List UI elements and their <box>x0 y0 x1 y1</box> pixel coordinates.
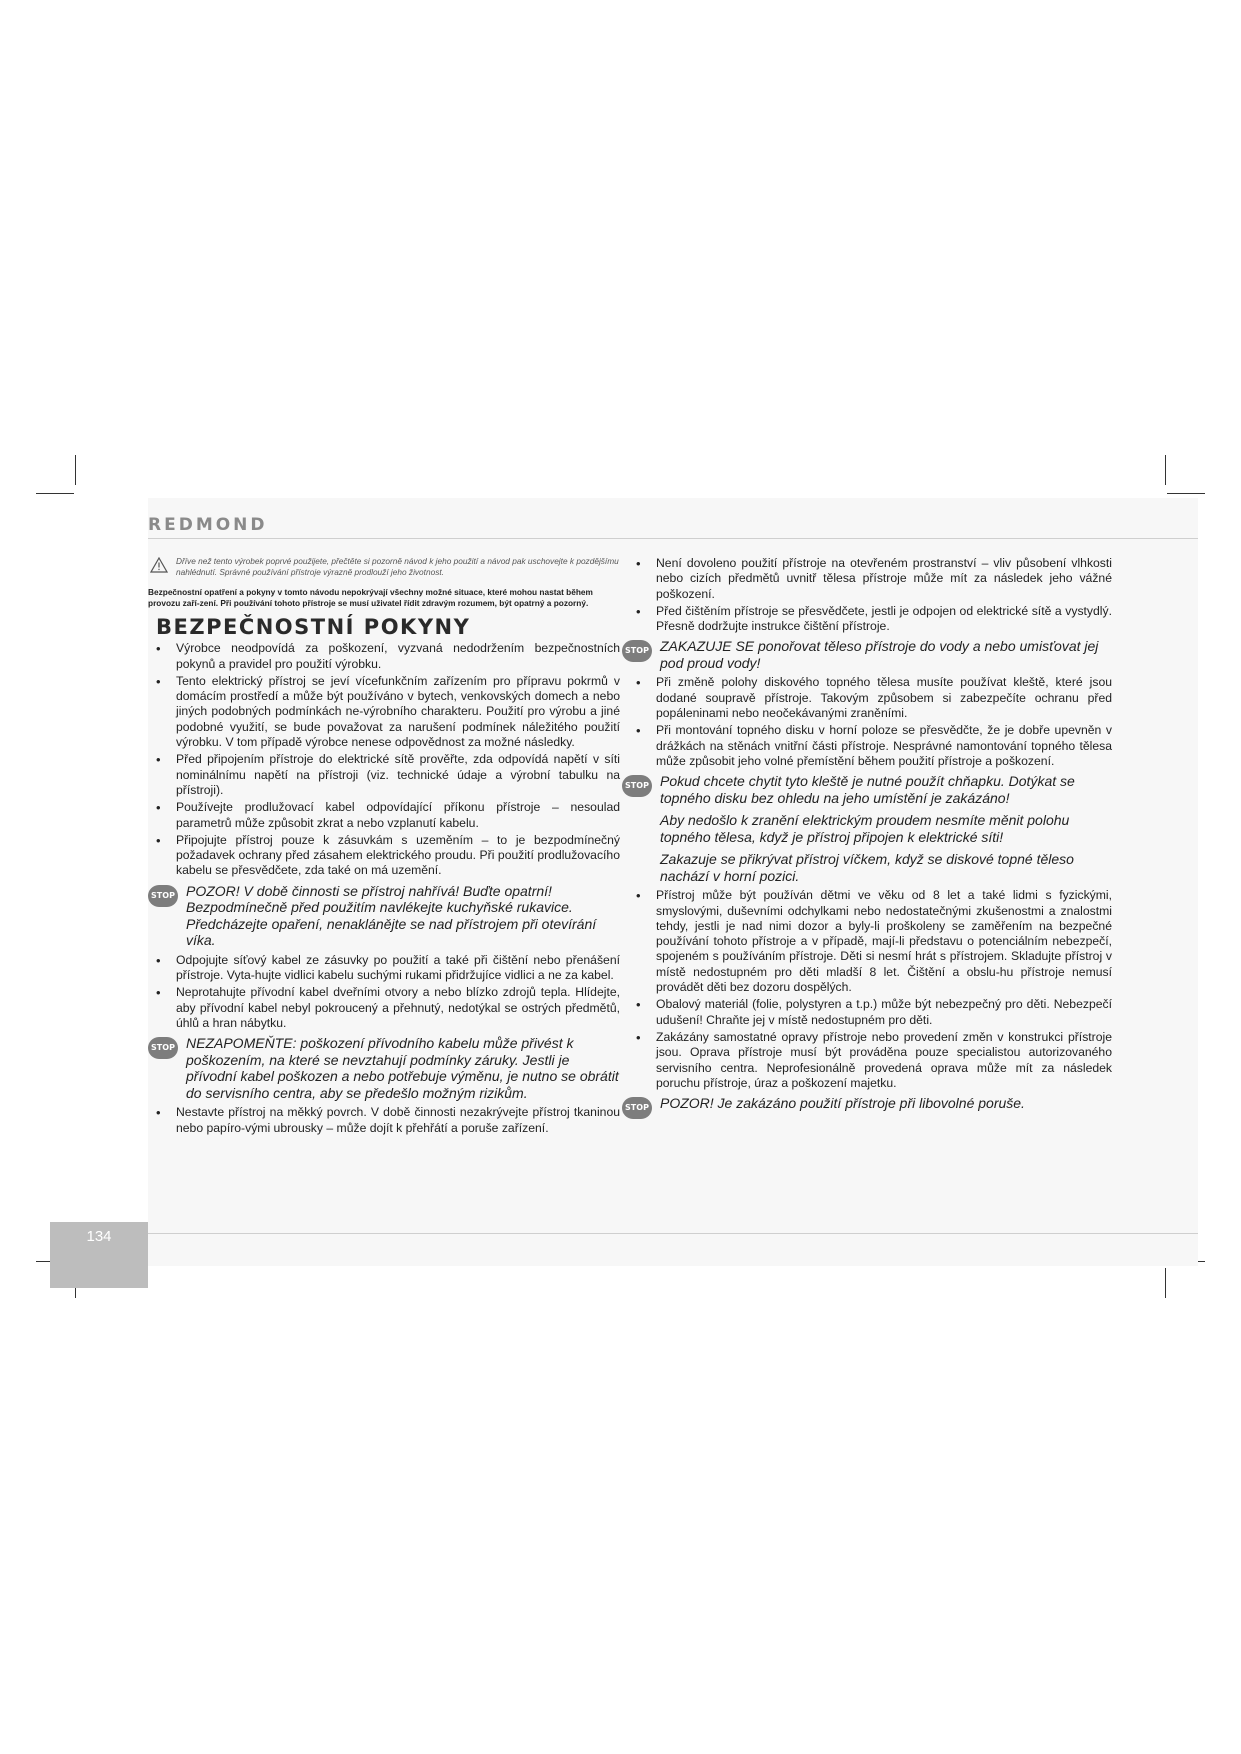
brand-logo: REDMOND <box>148 515 268 535</box>
page-number: 134 <box>86 1228 112 1245</box>
crop-mark-top-right-v <box>1165 455 1166 485</box>
notice-bold-text: Bezpečnostní opatření a pokyny v tomto návodu nepokrývají všechny možné situace, které mohou nastat během provozu zaří-zení. Při používání tohoto přístroje se musí uživatel řídit zdravým rozumem, být opatrný a pozorný. <box>148 587 593 608</box>
stop-warning-text: Aby nedošlo k zranění elektrickým proudem nesmíte měnit polohu topného tělesa, když je přístroj připojen k elektrické síti! <box>660 812 1070 845</box>
bullet-item: • Přístroj může být používán dětmi ve věku od 8 let a také lidmi s fyzickými, smyslovými, duševními odchylkami nebo nedostatečnými zkušenostmi a znalostmi tehdy, jestli je nad nimi dozor a byly-li proškoleny se zaměřením na bezpečné používání tohoto přístroje a v případě, mají-li představu o potenciálním nebezpečí, spojeném s používáním přístroje. Děti si nesmí hrát s přístrojem. Skladujte přístroj v místě nedostupném pro děti mladší 8 let. Čištění a obslu-hu přístroje nemusí provádět děti bez dozoru dospělých. <box>622 888 1112 995</box>
bullet-item: • Připojujte přístroj pouze k zásuvkám s uzeměním – to je bezpodmínečný požadavek ochrany před zásahem elektrického proudu. Při použití prodlužovacího kabelu se přesvědčete, zda také on má uzemění. <box>148 833 620 879</box>
crop-mark-top-left-h <box>36 493 74 494</box>
crop-mark-top-right-h <box>1167 493 1205 494</box>
crop-mark-bottom-right-v <box>1165 1268 1166 1298</box>
stop-warning <box>622 1095 1112 1112</box>
stop-warning-text: ZAKAZUJE SE ponořovat těleso přístroje do vody a nebo umisťovat jej pod proud vody! <box>660 638 1099 671</box>
bullet-item: • Není dovoleno použití přístroje na otevřeném prostranství – vliv působení vlhkosti nebo cizích předmětů uvnitř tělesa přístroje může mít za následek jeho vážné poškození. <box>622 556 1112 602</box>
stop-icon: STOP <box>622 775 652 797</box>
stop-warning-text: Pokud chcete chytit tyto kleště je nutné použít chňapku. Dotýkat se topného disku bez ohledu na jeho umístění je zakázáno! <box>660 773 1075 806</box>
stop-icon: STOP <box>622 1097 652 1119</box>
bullet-item: • Při montování topného disku v horní poloze se přesvědčte, že je dobře upevněn v drážkách na stěnách vnitřní části přístroje. Nesprávné namontování topného tělesa může způsobit jeho volné přemístění během použití přístroje a poškození. <box>622 723 1112 769</box>
stop-warning-text: POZOR! V době činnosti se přístroj nahřívá! Buďte opatrní! Bezpodmínečně před použitím navlékejte kuchyňské rukavice. Předcházejte opaření, nenaklánějte se nad přístrojem při otevírání víka. <box>186 882 597 949</box>
warning-triangle-icon <box>150 557 168 573</box>
header-rule <box>148 538 1198 539</box>
stop-warning <box>148 1035 620 1101</box>
crop-mark-top-left-v <box>75 455 76 485</box>
left-column <box>148 556 620 1138</box>
stop-icon: STOP <box>148 885 178 907</box>
bullet-item: • Obalový materiál (folie, polystyren a t.p.) může být nebezpečný pro děti. Nebezpečí udušení! Chraňte jej v místě nedostupném pro děti. <box>622 997 1112 1028</box>
stop-icon: STOP <box>622 640 652 662</box>
bullet-item: • Neprotahujte přívodní kabel dveřními otvory a nebo blízko zdrojů tepla. Hlídejte, aby přívodní kabel nebyl pokroucený a přehnutý, nedotýkal se ostrých předmětů, úhlů a hran nábytku. <box>148 985 620 1031</box>
stop-warning-text: Zakazuje se přikrývat přístroj víčkem, když se diskové topné těleso nachází v horní pozici. <box>660 851 1074 884</box>
stop-warning <box>622 638 1112 671</box>
notice <box>148 556 620 577</box>
bullet-item: • Při změně polohy diskového topného tělesa musíte používat kleště, které jsou dodané soupravě přístroje. Takovým způsobem si zabezpečíte ochranu před popáleninami nebo neočekávanými zraněními. <box>622 675 1112 721</box>
right-column <box>622 556 1112 1116</box>
left-items <box>148 641 620 1136</box>
notice-text: Dříve než tento výrobek poprvé použijete, přečtěte si pozorně návod k jeho použití a návod pak uschovejte k pozdějšímu nahlédnutí. Správné používání přístroje výrazně prodlouží jeho životnost. <box>176 556 619 577</box>
stop-warning <box>148 883 620 949</box>
section-title: BEZPEČNOSTNÍ POKYNY <box>156 615 471 639</box>
bullet-item: • Před čištěním přístroje se přesvědčete, jestli je odpojen od elektrické sítě a vystydlý. Přesně dodržujte instrukce čištění přístroje. <box>622 604 1112 635</box>
bullet-item: • Před připojením přístroje do elektrické sítě prověřte, zda odpovídá napětí v síti nominálnímu napětí na přístroji (viz. technické údaje a výrobní tabulku na přístroji). <box>148 752 620 798</box>
bullet-item: • Tento elektrický přístroj se jeví vícefunkčním zařízením pro přípravu pokrmů v domácím prostředí a může být používáno v bytech, venkovských domech a nebo jiných podobných podmínkách ne-výrobního charakteru. Použití pro výrobu a jiné podobné využití, se bude považovat za narušení podmínek náležitého použití výrobku. V tom případě výrobce nenese odpovědnost za možné následky. <box>148 674 620 750</box>
bullet-item: • Používejte prodlužovací kabel odpovídající příkonu přístroje – nesoulad parametrů může způsobit zkrat a nebo vzplanutí kabelu. <box>148 800 620 831</box>
stop-warning-text: POZOR! Je zakázáno použití přístroje při libovolné poruše. <box>660 1095 1025 1112</box>
bullet-item: • Odpojujte síťový kabel ze zásuvky po použití a také při čištění nebo přenášení přístroje. Vyta-hujte vidlici kabelu suchými rukami přidržujíce vidlici a ne za kabel. <box>148 953 620 984</box>
bullet-item: • Zakázány samostatné opravy přístroje nebo provedení změn v konstrukci přístroje jsou. Oprava přístroje musí být prováděna pouze specialistou autorizovaného servisního centra. Neprofesionálně provedená oprava může mít za následek poruchu přístroje, úraz a poškození majetku. <box>622 1030 1112 1091</box>
bullet-item: • Výrobce neodpovídá za poškození, vyzvaná nedodržením bezpečnostních pokynů a pravidel pro použití výrobku. <box>148 641 620 672</box>
stop-warning <box>622 773 1112 884</box>
stop-icon: STOP <box>148 1037 178 1059</box>
stop-warning-text: NEZAPOMEŇTE: poškození přívodního kabelu může přivést k poškozením, na které se nevztahují podmínky záruky. Jestli je přívodní kabel poškozen a nebo potřebuje výměnu, je nutno se obrátit do servisního centra, aby se předešlo možným rizikům. <box>186 1035 619 1101</box>
bullet-item: • Nestavte přístroj na měkký povrch. V době činnosti nezakrývejte přístroj tkaninou nebo papíro-vými ubrousky – může dojít k přehřátí a poruše zařízení. <box>148 1105 620 1136</box>
footer-rule <box>148 1233 1198 1234</box>
right-items <box>622 556 1112 1112</box>
